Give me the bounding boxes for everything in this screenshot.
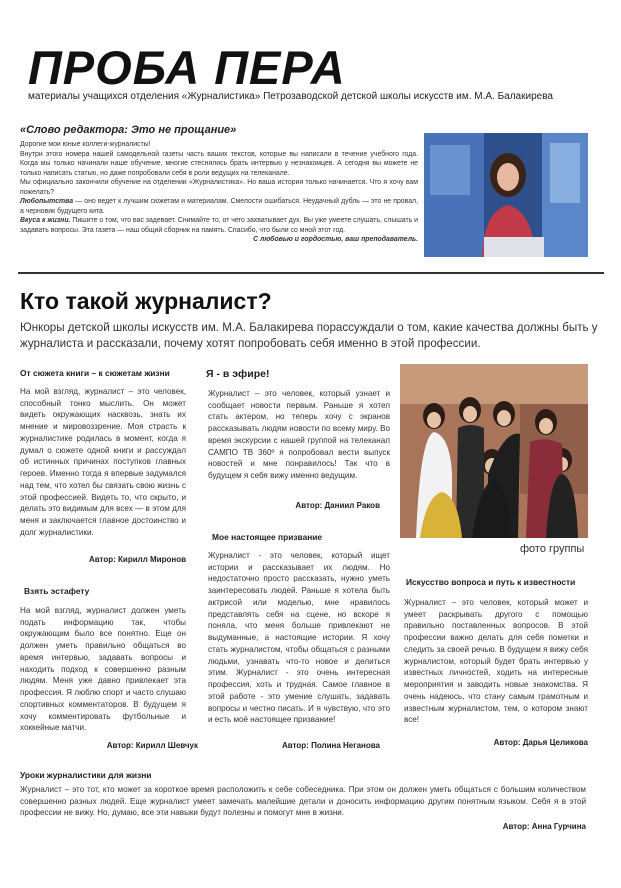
article4-text: Журналист - это человек, который ищет истории и рассказывает их людям. Но недостаточно просто рассказать, нужно уметь заинтересовать людей. Раньше я хотела быть актрисой или моделью, мне нравилось представлять себя на сцене, но вскоре я поняла, что меня больше привлекают не выдуманные, а настоящие истории. Я хочу стать журналистом, чтобы общаться с разными людьми, узнавать что-то новое и делиться этим. Журналист - это очень интересная профессия, хоть и трудная. Самое главное в этой работе - это умение слушать, задавать вопросы и честно писать. И я чувствую, что это и есть моё настоящее призвание! [208,551,390,725]
article4-author: Автор: Полина Неганова [282,741,380,750]
editor-p4-bold: Любопытства [20,198,74,206]
article5-author: Автор: Дарья Целикова [493,738,588,747]
article2-heading: Взять эстафету [24,586,90,596]
main-lead: Юнкоры детской школы искусств им. М.А. Балакирева порассуждали о том, какие качества должны быть у журналиста и рассказали, почему хотят попробовать себя именно в этой профессии. [20,321,598,351]
article5-text: Журналист – это человек, который может и умеет раскрывать другого с помощью правильно поставленных вопросов. В этой профессии важно делать для себя пометки и следить за своей речью. В будущем я вижу себя журналистом, который будет брать интервью у известных личностей, ходить на интересные мероприятия и заводить новые знакомства. Я очень надеюсь, что стану самым грамотным и известным журналистом, тем, о котором знают все! [404,598,588,725]
editor-p1: Дорогие мои юные коллеги-журналисты! [20,141,151,148]
editor-p5 [20,216,418,235]
article6-author: Автор: Анна Гурчина [502,822,586,831]
editor-p4-text: — оно ведет к лучшим сюжетам и материалам. Смелости ошибаться. Неудачный дубль — это не провал, а черновик будущего кита. [20,198,418,215]
article4-heading: Мое настоящее призвание [212,532,323,542]
article1-author: Автор: Кирилл Миронов [88,555,186,564]
editor-p5-bold: Вкуса к жизни. [20,217,71,225]
editor-photo [424,133,588,257]
editor-p4 [20,197,418,216]
editor-body [20,140,418,245]
article2-text: На мой взгляд, журналист должен уметь подать информацию так, чтобы окружающим было все понятно. Еще он должен уметь правильно общаться во время интервью, задавать вопросы и находить подход к совершенно разным людям. Меня уже давно привлекает эта профессия. Я люблю спорт и часто слушаю спортивных комментаторов. В будущем я хочу комментировать футбольные и хоккейные матчи. [20,606,186,733]
article5-heading: Искусство вопроса и путь к известности [406,577,576,587]
editor-title: «Слово редактора: Это не прощание» [20,124,237,136]
masthead-subtitle: материалы учащихся отделения «Журналистика» Петрозаводской детской школы искусств им. М.А. Балакирева [28,91,553,102]
editor-p2: Внутри этого номера нашей самодельной газеты часть ваших текстов, которые вы написали в течение учебного года. Когда мы только начинали наше обучение, многие стеснялись брать интервью у незнакомцев. А сегодня вы можете не только написать статью, но даже попробовали себя в роли ведущих на телеканале. [20,150,418,177]
group-photo [400,364,588,538]
section-divider [18,272,604,274]
editor-p3: Мы официально закончили обучение на отделении «Журналистика». Но ваша история только начинается. Что я хочу вам пожелать? [20,179,418,196]
article3-text: Журналист – это человек, который узнает и сообщает новости первым. Раньше я хотел стать актером, но теперь хочу с экранов рассказывать людям новости по всему миру. Во время экскурсии с нашей группой на телеканал САМПО ТВ 360º я попробовал вести выпуск новостей и мне понравилось! Так что в будущем я себя вижу именно ведущим. [208,389,390,481]
article1-heading: От сюжета книги – к сюжетам жизни [20,368,170,378]
article1-text: На мой взгляд, журналист – это человек, способный тонко мыслить. Он может видеть окружающих насквозь, знать их мнение и мировоззрение. Моя страсть к журналистике родилась в момент, когда я думал о сюжете одной книги и рассуждал об истинных причинах поступков главных героев. Именно тогда я впервые задумался над тем, что хотел бы связать свою жизнь с этой профессией. Видеть то, что скрыто, и делать это видимым для всех — в этом для меня и заключается главное достоинство и долг журналистики. [20,387,186,537]
masthead-title: ПРОБА ПЕРА [28,41,346,94]
article2-author: Автор: Кирилл Шевчук [106,741,198,750]
article3-author: Автор: Даниил Раков [295,501,380,510]
article6-heading: Уроки журналистики для жизни [20,770,152,780]
group-photo-illustration [400,364,588,538]
editor-photo-illustration [424,133,588,257]
editor-p5-text: Пишите о том, что вас задевает. Снимайте то, от чего захватывает дух. Вы уже умеете слушать, слышать и задавать вопросы. Эта газета — наш общий сборник на память. Спасибо, что были со мной этот год. [20,217,418,234]
editor-signature: С любовью и гордостью, ваш преподаватель. [253,236,418,244]
group-photo-caption: фото группы [520,543,585,555]
main-title: Кто такой журналист? [20,288,272,314]
article6-text: Журналист – это тот, кто может за короткое время расположить к себе собеседника. При этом он должен уметь общаться с большим количеством совершенно разных людей. Еще журналист умеет замечать малейшие детали и доносить информацию другим понятным языком. Себя я в этой профессии не вижу. Но, думаю, все эти навыки будут полезны и помогут мне в жизни. [20,785,586,818]
article3-heading: Я - в эфире! [206,368,270,380]
